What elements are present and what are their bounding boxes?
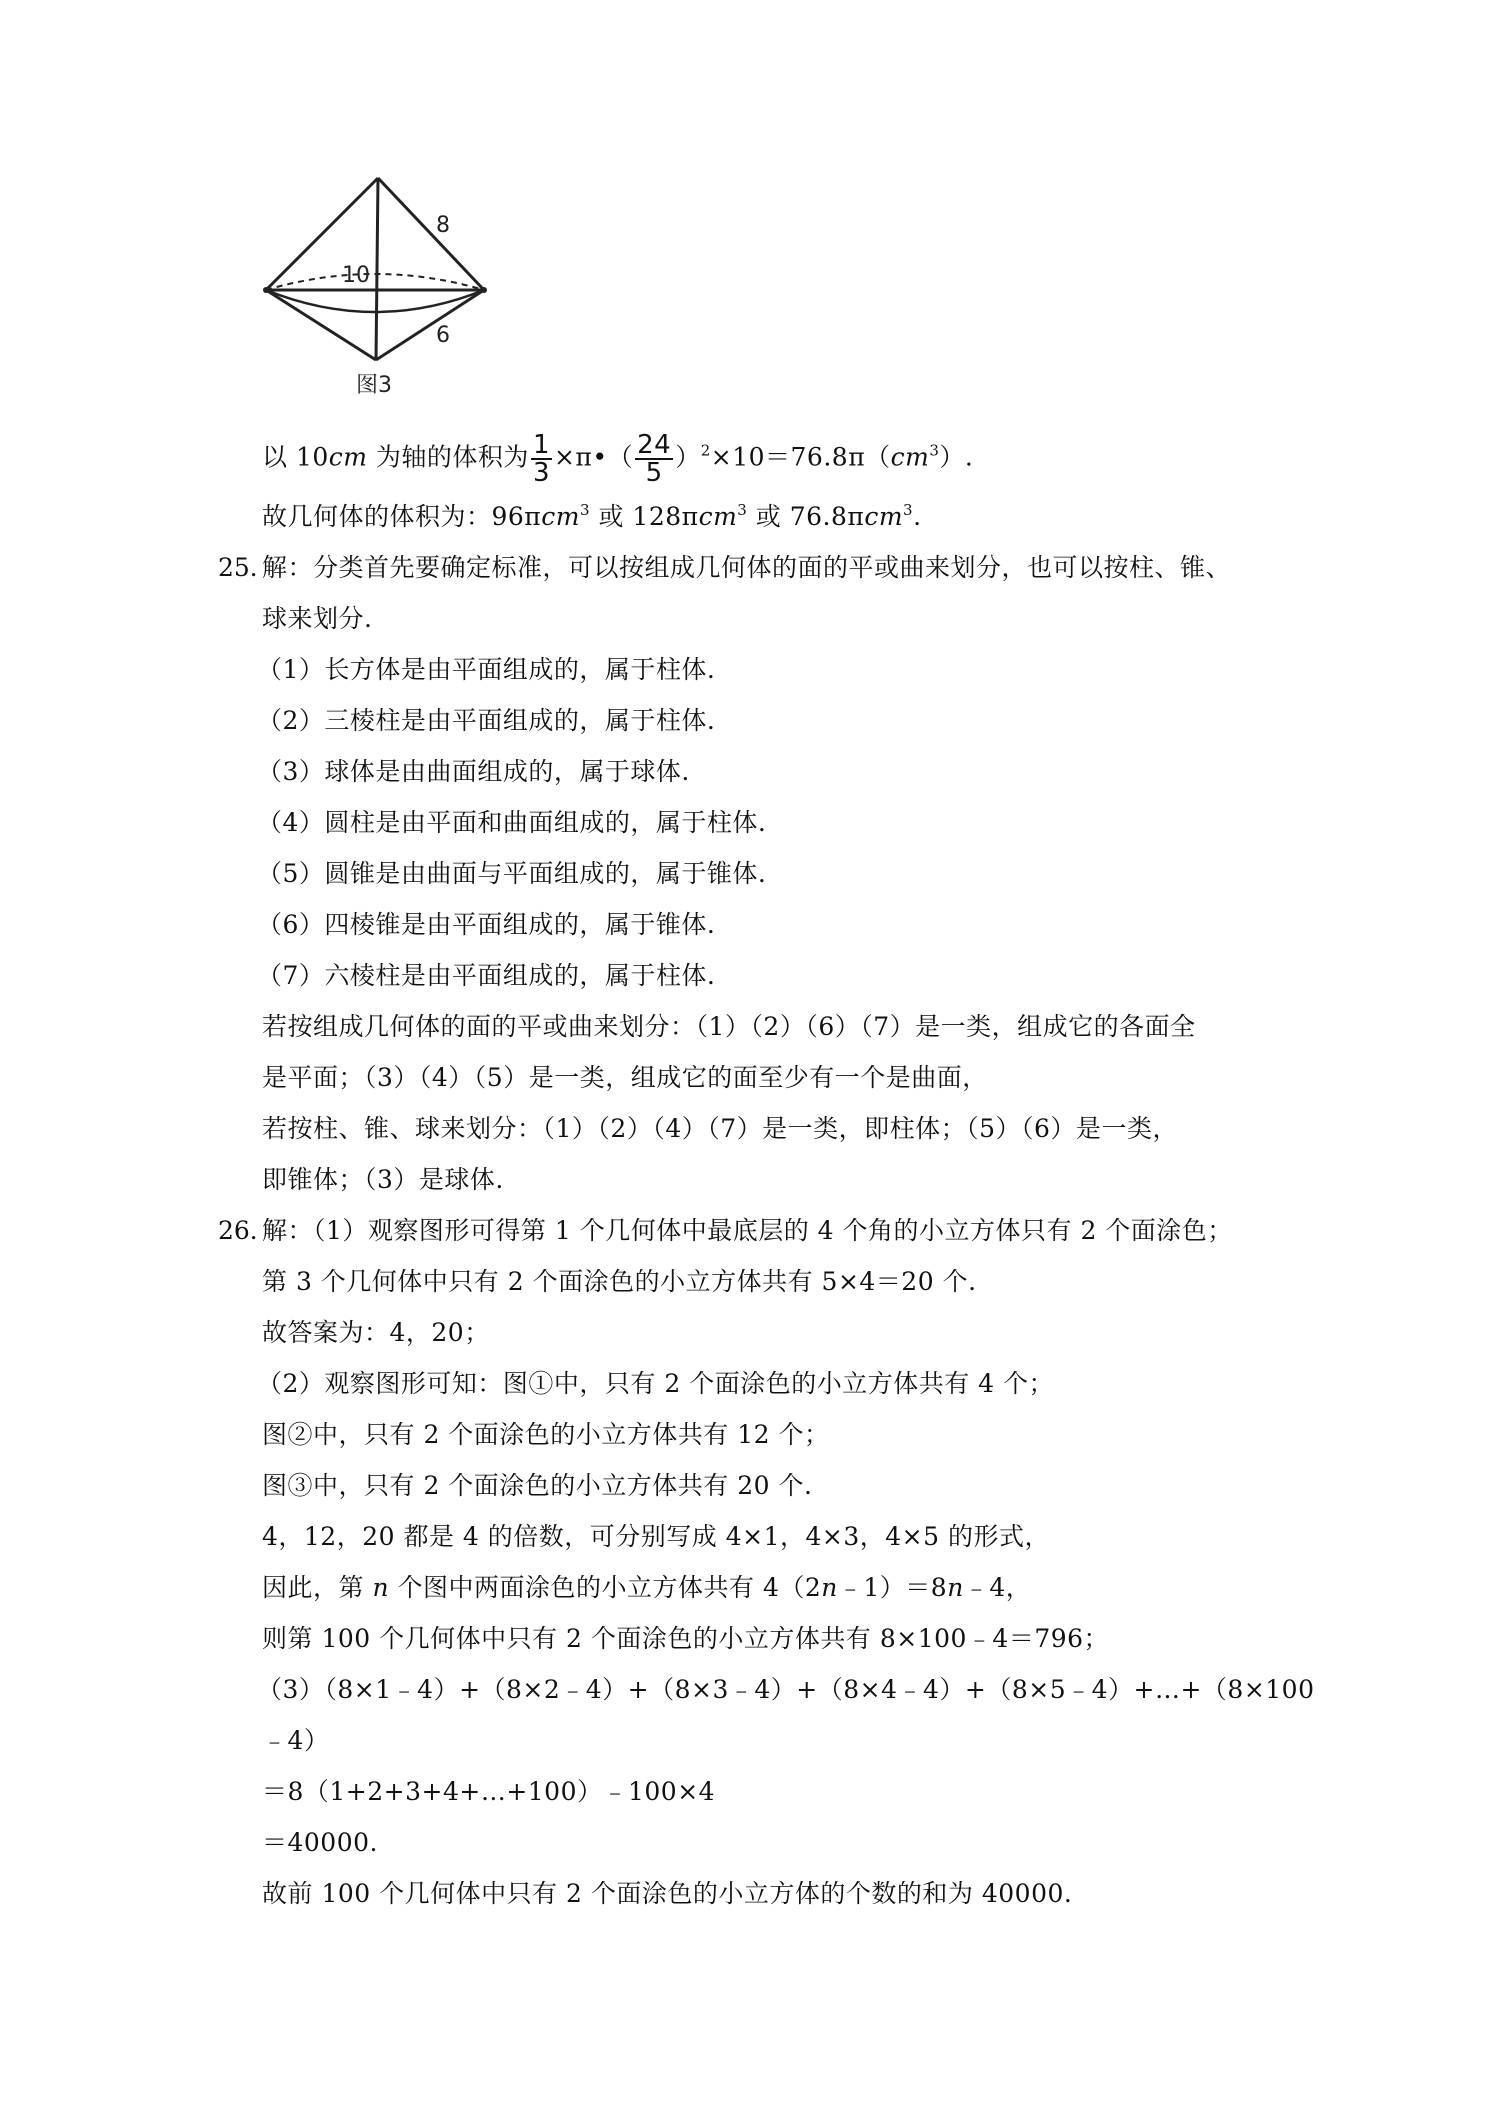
text: 为轴的体积为 (367, 442, 529, 472)
double-cone-diagram (258, 160, 498, 398)
unit: cm (328, 442, 368, 472)
volume-conclusion (262, 502, 922, 532)
q25-item-1: （1）长方体是由平面组成的，属于柱体. (257, 655, 716, 684)
q25-line-e2: 即锥体；（3）是球体. (262, 1165, 504, 1194)
unit: cm (541, 502, 580, 531)
q26-line-i: 则第 100 个几何体中只有 2 个面涂色的小立方体共有 8×100﹣4＝796； (262, 1624, 1110, 1653)
text: ﹣1）＝8 (837, 1573, 948, 1602)
q26-line-k: ﹣4） (262, 1726, 330, 1755)
variable: n (947, 1573, 964, 1602)
q25-item-4: （4）圆柱是由平面和曲面组成的，属于柱体. (257, 808, 767, 837)
text: 或 76.8π (747, 502, 865, 531)
q26-line-e: 图②中，只有 2 个面涂色的小立方体共有 12 个； (262, 1420, 830, 1449)
question-number-26: 26． (218, 1216, 275, 1245)
q26-line-n: 故前 100 个几何体中只有 2 个面涂色的小立方体的个数的和为 40000. (262, 1879, 1073, 1908)
q26-line-j: （3）（8×1﹣4）+（8×2﹣4）+（8×3﹣4）+（8×4﹣4）+（8×5﹣4）+…+（8×100 (257, 1675, 1315, 1704)
text: ×10＝76.8π（ (710, 442, 891, 472)
text: 或 128π (590, 502, 699, 531)
geometry-figure (258, 160, 498, 398)
q25-line-d1: 若按组成几何体的面的平或曲来划分：（1）（2）（6）（7）是一类，组成它的各面全 (262, 1012, 1196, 1041)
q25-item-6: （6）四棱锥是由平面组成的，属于锥体. (257, 910, 716, 939)
q26-line-g: 4，12，20 都是 4 的倍数，可分别写成 4×1，4×3，4×5 的形式， (262, 1522, 1050, 1551)
q25-item-5: （5）圆锥是由曲面与平面组成的，属于锥体. (257, 859, 767, 888)
text: 因此，第 (262, 1573, 373, 1602)
unit: cm (890, 442, 930, 472)
text: ） (675, 442, 701, 472)
q26-line-h (262, 1573, 1031, 1603)
exponent: 2 (700, 441, 711, 460)
exponent: 3 (929, 441, 940, 460)
text: ×π•（ (553, 442, 634, 472)
q26-line-a: 解：（1）观察图形可得第 1 个几何体中最底层的 4 个角的小立方体只有 2 个面涂色； (262, 1216, 1233, 1245)
unit: cm (864, 502, 904, 531)
numerator: 24 (637, 430, 672, 460)
q26-line-l: ＝8（1+2+3+4+…+100）﹣100×4 (262, 1777, 716, 1806)
text: 故几何体的体积为：96π (262, 502, 542, 531)
exponent: 3 (737, 501, 748, 519)
text: . (913, 502, 922, 531)
q26-line-d: （2）观察图形可知：图①中，只有 2 个面涂色的小立方体共有 4 个； (257, 1369, 1055, 1398)
q25-item-2: （2）三棱柱是由平面组成的，属于柱体. (257, 706, 716, 735)
text: ﹣4， (963, 1573, 1032, 1602)
unit: cm (698, 502, 738, 531)
q25-line-a: 解：分类首先要确定标准，可以按组成几何体的面的平或曲来划分，也可以按柱、锥、 (262, 553, 1232, 582)
label-bottom: 6 (436, 323, 450, 348)
q25-item-3: （3）球体是由曲面组成的，属于球体. (257, 757, 690, 786)
exponent: 3 (579, 501, 591, 519)
fraction-one-third (531, 432, 552, 486)
numerator: 1 (532, 430, 550, 460)
label-top: 8 (436, 213, 450, 238)
figure-caption: 图3 (356, 373, 392, 398)
q25-line-d2: 是平面；（3）（4）（5）是一类，组成它的面至少有一个是曲面， (262, 1063, 988, 1092)
q26-line-m: ＝40000. (262, 1828, 378, 1857)
q26-line-b: 第 3 个几何体中只有 2 个面涂色的小立方体共有 5×4＝20 个. (262, 1267, 977, 1296)
q25-item-7: （7）六棱柱是由平面组成的，属于柱体. (257, 961, 716, 990)
variable: n (372, 1573, 390, 1602)
q26-line-f: 图③中，只有 2 个面涂色的小立方体共有 20 个. (262, 1471, 813, 1500)
q25-line-e1: 若按柱、锥、球来划分：（1）（2）（4）（7）是一类，即柱体；（5）（6）是一类， (262, 1114, 1178, 1143)
text: ）. (939, 442, 974, 472)
volume-line-10cm (262, 432, 973, 486)
variable: n (821, 1573, 838, 1602)
q25-line-b: 球来划分. (262, 604, 373, 633)
exponent: 3 (903, 501, 914, 519)
text: 个图中两面涂色的小立方体共有 4（2 (389, 1573, 822, 1602)
question-number-25: 25． (218, 553, 275, 582)
text: 以 10 (262, 442, 329, 472)
denominator: 5 (645, 458, 663, 488)
label-mid: 10 (342, 263, 370, 288)
fraction-24-5 (635, 432, 673, 486)
q26-line-c: 故答案为：4，20； (262, 1318, 490, 1347)
denominator: 3 (532, 458, 550, 488)
